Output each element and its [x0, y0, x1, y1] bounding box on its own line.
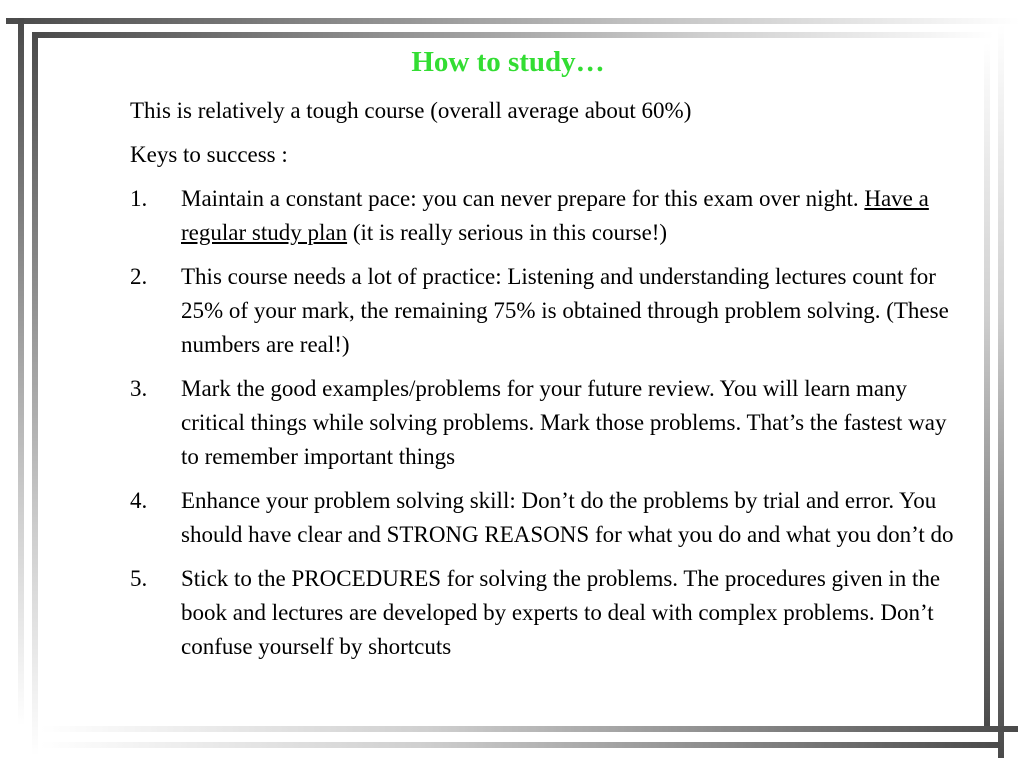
- list-text-before: Maintain a constant pace: you can never prepare for this exam over night.: [181, 186, 865, 211]
- study-plan-emphasis: Have a regular study plan: [181, 186, 929, 245]
- list-number: 4.: [130, 488, 148, 513]
- frame-bar-left-outer: [18, 18, 24, 726]
- list-text: Enhance your problem solving skill: Don’t do the problems by trial and error. You should have clear and STRONG REASONS for what you do and what you don’t do: [181, 488, 954, 547]
- frame-bar-top-outer: [6, 18, 1020, 24]
- list-item-1: [130, 182, 970, 250]
- keys-heading: Keys to success :: [130, 142, 288, 167]
- list-text: Stick to the PROCEDURES for solving the problems. The procedures given in the book and lectures are developed by experts to deal with complex problems. Don’t confuse yourself by shortcuts: [181, 566, 941, 659]
- list-number: 2.: [130, 264, 148, 289]
- list-item-3: [130, 372, 970, 474]
- list-item-5: [130, 562, 970, 664]
- frame-bar-right-inner: [984, 42, 990, 726]
- list-number: 1.: [130, 186, 148, 211]
- intro-text: This is relatively a tough course (overall average about 60%): [130, 98, 692, 123]
- list-number: 3.: [130, 376, 148, 401]
- frame-bar-bottom-outer: [40, 742, 1000, 748]
- list-text: Mark the good examples/problems for your future review. You will learn many critical things while solving problems. Mark those problems. That’s the fastest way to remember important things: [181, 376, 947, 469]
- list-item-2: [130, 260, 970, 362]
- slide-title: How to study…: [411, 46, 605, 78]
- slide-body: [130, 94, 970, 674]
- frame-bar-right-outer: [998, 24, 1004, 758]
- frame-bar-top-inner: [32, 32, 994, 38]
- frame-bar-bottom-inner: [40, 726, 1018, 732]
- list-text: [181, 182, 970, 250]
- list-item-4: [130, 484, 970, 552]
- list-number: 5.: [130, 566, 148, 591]
- list-text-after: (it is really serious in this course!): [347, 220, 668, 245]
- list-text: This course needs a lot of practice: Listening and understanding lectures count for 25% of your mark, the remaining 75% is obtained through problem solving. (These numbers are real!): [181, 264, 949, 357]
- frame-bar-left-inner: [32, 32, 38, 756]
